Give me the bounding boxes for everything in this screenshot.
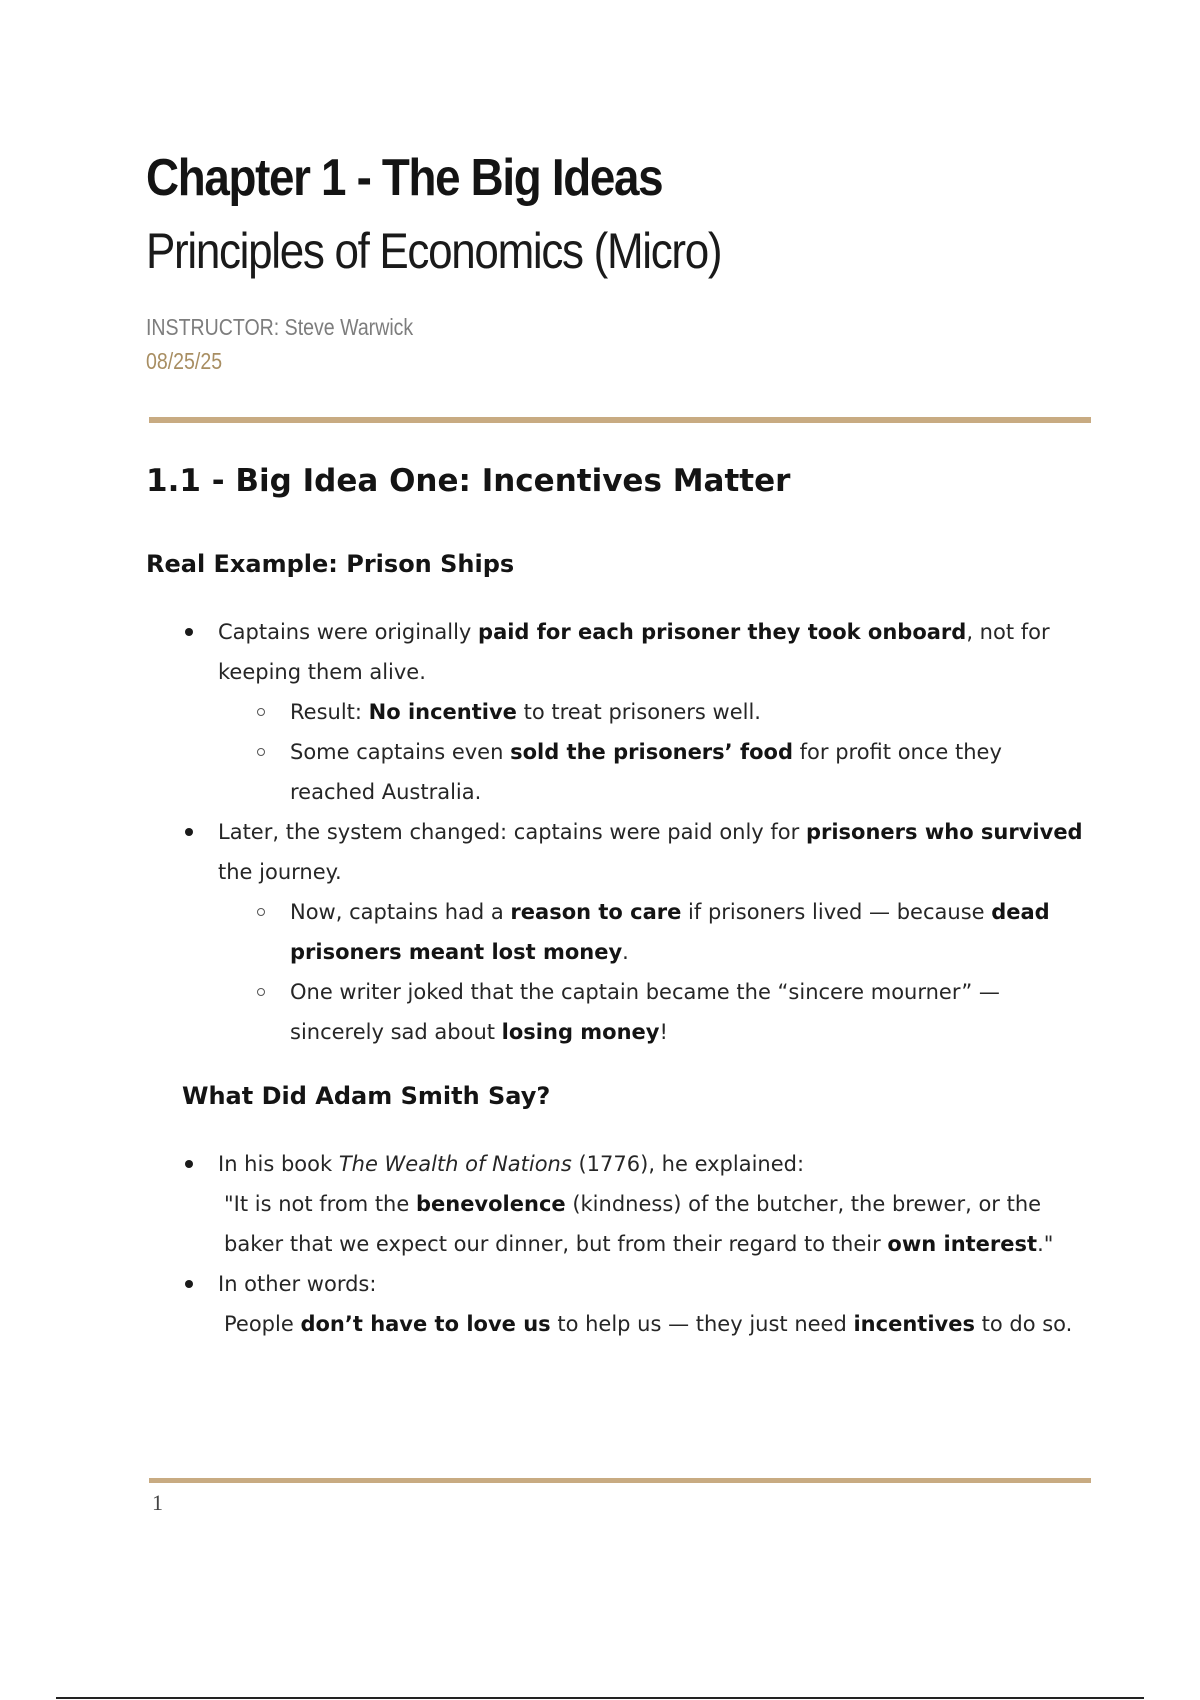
item-text: , not for keeping them alive. xyxy=(218,620,1050,684)
item-text: Some captains even xyxy=(290,740,511,764)
book-title: The Wealth of Nations xyxy=(338,1152,572,1176)
list-item xyxy=(0,1144,1200,1264)
item-bold: dead prisoners meant lost money xyxy=(290,900,1050,964)
item-text: People xyxy=(224,1312,301,1336)
item-bold: reason to care xyxy=(510,900,682,924)
item-text: (1776), he explained: xyxy=(571,1152,805,1176)
sub-list-item xyxy=(218,732,1084,812)
item-text: the journey. xyxy=(218,860,342,884)
document-subtitle: Principles of Economics (Micro) xyxy=(146,223,722,279)
prison-ships-heading: Real Example: Prison Ships xyxy=(146,550,515,578)
item-text: to help us — they just need xyxy=(550,1312,854,1336)
page-number: 1 xyxy=(152,1490,163,1515)
sub-list-item xyxy=(218,972,1084,1052)
header-divider xyxy=(149,417,1091,423)
list-item xyxy=(0,812,1200,1052)
item-text: . xyxy=(622,940,629,964)
quote-bold: own interest xyxy=(887,1232,1038,1256)
smith-quote xyxy=(218,1184,1084,1264)
quote-bold: benevolence xyxy=(415,1192,566,1216)
list-item xyxy=(0,612,1200,812)
sub-list xyxy=(0,892,1084,1052)
sub-list-item xyxy=(218,692,1084,732)
sub-list-item xyxy=(218,892,1084,972)
item-text: for profit once they reached Australia. xyxy=(290,740,1002,804)
list-item xyxy=(0,1264,1200,1344)
prison-ships-list xyxy=(0,612,1200,1052)
quote-text: ." xyxy=(1037,1232,1054,1256)
adam-smith-list xyxy=(0,1144,1200,1344)
adam-smith-heading: What Did Adam Smith Say? xyxy=(182,1082,551,1110)
item-bold: sold the prisoners’ food xyxy=(510,740,793,764)
instructor-line: INSTRUCTOR: Steve Warwick xyxy=(146,314,414,340)
item-text: to do so. xyxy=(974,1312,1073,1336)
document-date: 08/25/25 xyxy=(146,348,223,374)
page-bottom-edge xyxy=(56,1697,1144,1699)
item-text: One writer joked that the captain became the “sincere mourner” — sincerely sad about xyxy=(290,980,1000,1044)
footer-divider xyxy=(149,1478,1091,1483)
item-text: In his book xyxy=(218,1152,339,1176)
item-text: Now, captains had a xyxy=(290,900,511,924)
item-bold: No incentive xyxy=(368,700,517,724)
quote-text: (kindness) of the butcher, the brewer, or the baker that we expect our dinner, but from their regard to their xyxy=(224,1192,1042,1256)
item-bold: losing money xyxy=(501,1020,660,1044)
item-text: to treat prisoners well. xyxy=(516,700,761,724)
item-text: In other words: xyxy=(218,1272,377,1296)
item-text: Captains were originally xyxy=(218,620,479,644)
item-text: Later, the system changed: captains were paid only for xyxy=(218,820,806,844)
item-bold: incentives xyxy=(853,1312,975,1336)
quote-text: "It is not from the xyxy=(224,1192,416,1216)
item-bold: don’t have to love us xyxy=(300,1312,551,1336)
item-bold: prisoners who survived xyxy=(805,820,1083,844)
item-text: ! xyxy=(659,1020,668,1044)
document-title: Chapter 1 - The Big Ideas xyxy=(146,149,663,207)
sub-list xyxy=(0,692,1084,812)
summary-line xyxy=(218,1304,1084,1344)
section-heading: 1.1 - Big Idea One: Incentives Matter xyxy=(146,463,791,499)
item-bold: paid for each prisoner they took onboard xyxy=(478,620,967,644)
item-text: Result: xyxy=(290,700,369,724)
item-text: if prisoners lived — because xyxy=(681,900,992,924)
